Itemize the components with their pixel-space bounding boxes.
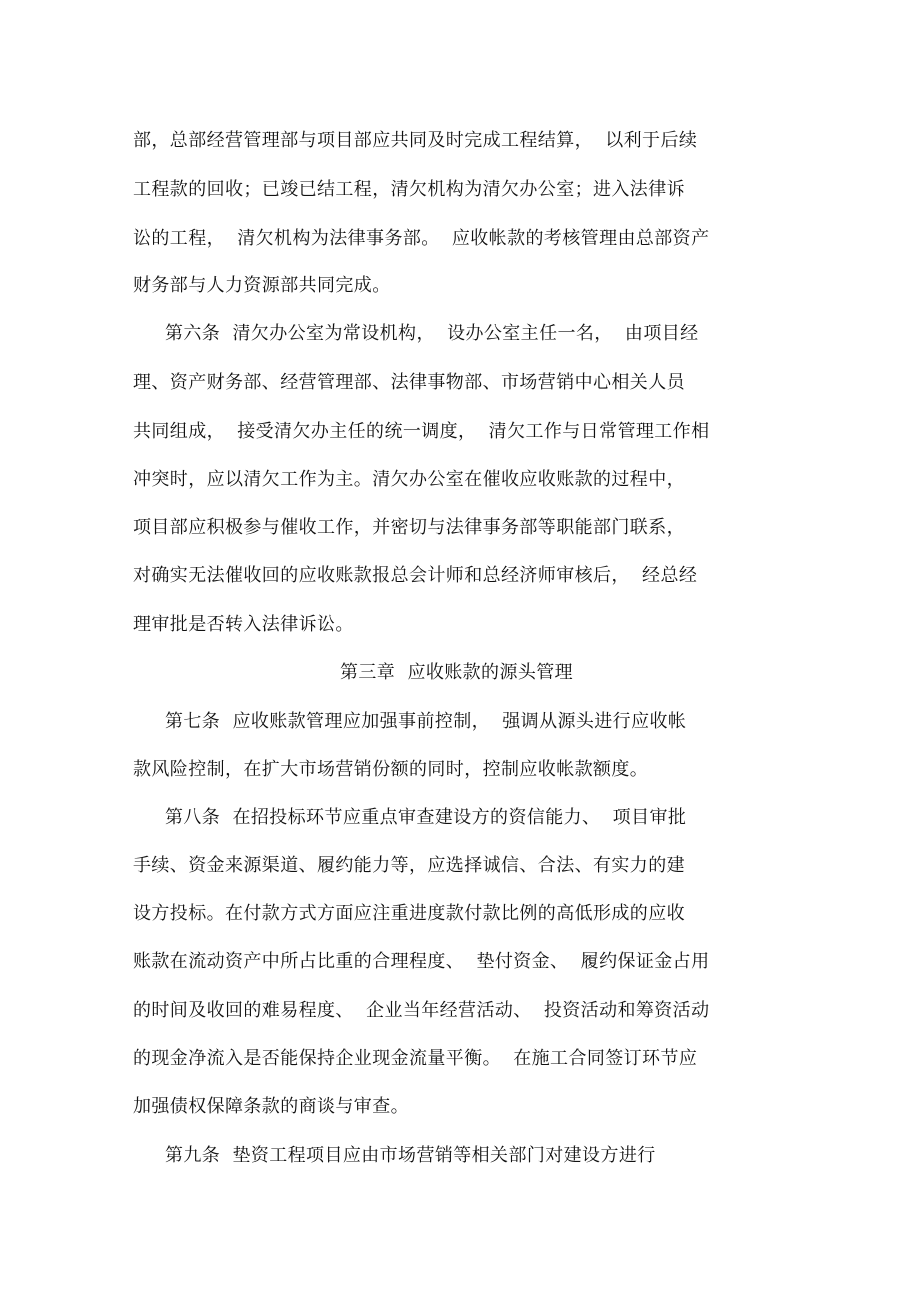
- paragraph-line: 加强债权保障条款的商谈与审查。: [133, 1096, 409, 1117]
- article-8-line: 第八条 在招投标环节应重点审查建设方的资信能力、 项目审批: [165, 807, 687, 828]
- paragraph-line: 财务部与人力资源部共同完成。: [133, 275, 391, 296]
- paragraph-line: 工程款的回收；已竣已结工程，清欠机构为清欠办公室；进入法律诉: [133, 179, 685, 200]
- paragraph-line: 的现金净流入是否能保持企业现金流量平衡。 在施工合同签订环节应: [133, 1048, 698, 1069]
- paragraph-line: 讼的工程， 清欠机构为法律事务部。 应收帐款的考核管理由总部资产: [133, 228, 710, 249]
- paragraph-line: 对确实无法催收回的应收账款报总会计师和总经济师审核后， 经总经: [133, 565, 698, 586]
- chapter-heading: 第三章 应收账款的源头管理: [340, 662, 574, 683]
- paragraph-line: 款风险控制，在扩大市场营销份额的同时，控制应收帐款额度。: [133, 759, 649, 780]
- paragraph-line: 理、资产财务部、经营管理部、法律事物部、市场营销中心相关人员: [133, 372, 685, 393]
- article-6-line: 第六条 清欠办公室为常设机构， 设办公室主任一名， 由项目经: [165, 323, 699, 344]
- paragraph-line: 的时间及收回的难易程度、 企业当年经营活动、 投资活动和筹资活动: [133, 1000, 710, 1021]
- paragraph-line: 理审批是否转入法律诉讼。: [133, 614, 354, 635]
- paragraph-line: 共同组成， 接受清欠办主任的统一调度， 清欠工作与日常管理工作相: [133, 421, 710, 442]
- article-9-line: 第九条 垫资工程项目应由市场营销等相关部门对建设方进行: [165, 1145, 656, 1166]
- paragraph-line: 账款在流动资产中所占比重的合理程度、 垫付资金、 履约保证金占用: [133, 951, 710, 972]
- paragraph-line: 手续、资金来源渠道、履约能力等，应选择诚信、合法、有实力的建: [133, 855, 685, 876]
- article-7-line: 第七条 应收账款管理应加强事前控制， 强调从源头进行应收帐: [165, 711, 687, 732]
- paragraph-line: 部，总部经营管理部与项目部应共同及时完成工程结算， 以利于后续: [133, 130, 698, 151]
- paragraph-line: 冲突时，应以清欠工作为主。清欠办公室在催收应收账款的过程中，: [133, 469, 685, 490]
- paragraph-line: 项目部应积极参与催收工作，并密切与法律事务部等职能部门联系，: [133, 517, 685, 538]
- paragraph-line: 设方投标。在付款方式方面应注重进度款付款比例的高低形成的应收: [133, 903, 685, 924]
